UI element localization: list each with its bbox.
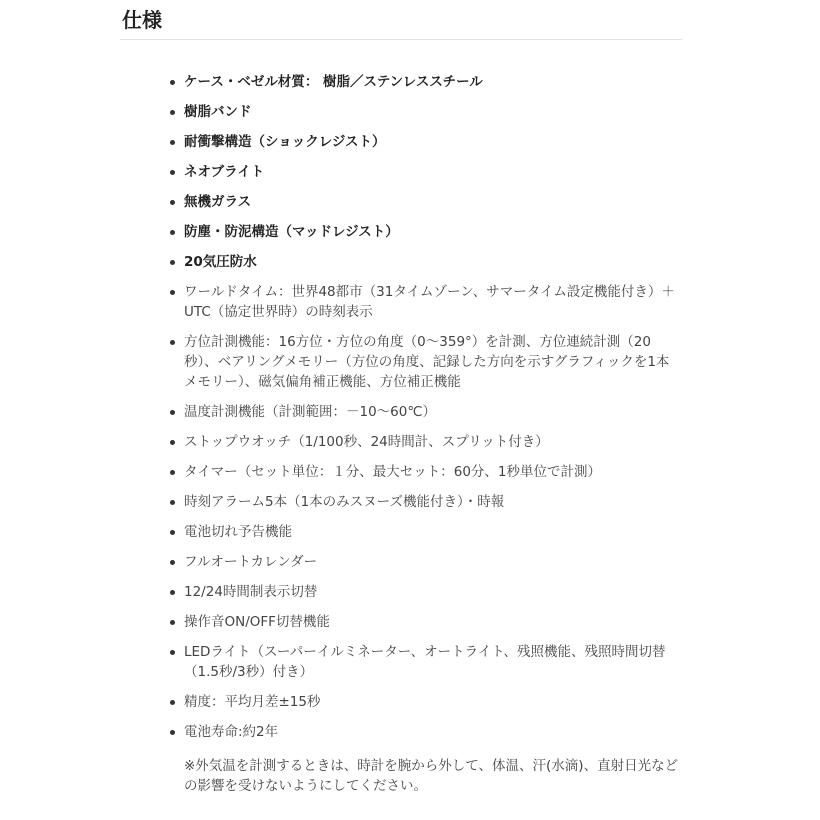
bullet-icon — [170, 290, 175, 295]
spec-item-text: 時刻アラーム5本（1本のみスヌーズ機能付き）・時報 — [184, 494, 505, 510]
spec-item — [120, 492, 682, 512]
spec-item-text: 防塵・防泥構造（マッドレジスト） — [184, 224, 399, 240]
spec-item — [120, 252, 682, 272]
spec-item-text: 耐衝撃構造（ショックレジスト） — [184, 134, 386, 150]
spec-list — [120, 40, 682, 742]
bullet-icon — [170, 470, 175, 475]
bullet-icon — [170, 650, 175, 655]
spec-item-text: 温度計測機能（計測範囲：－10～60℃） — [184, 404, 437, 420]
spec-item — [120, 552, 682, 572]
spec-item — [120, 332, 682, 392]
bullet-icon — [170, 620, 175, 625]
spec-item-text: 12/24時間制表示切替 — [184, 584, 318, 600]
spec-item-text: フルオートカレンダー — [184, 554, 318, 570]
spec-item-text: 樹脂バンド — [184, 104, 252, 120]
spec-section — [120, 0, 682, 796]
spec-item-text: 精度：平均月差±15秒 — [184, 694, 321, 710]
spec-item — [120, 522, 682, 542]
spec-item — [120, 162, 682, 182]
spec-item — [120, 582, 682, 602]
spec-item-text: タイマー（セット単位：１分、最大セット：60分、1秒単位で計測） — [184, 464, 601, 480]
spec-item — [120, 642, 682, 682]
spec-item — [120, 72, 682, 92]
spec-item-text: ネオブライト — [184, 164, 265, 180]
bullet-icon — [170, 590, 175, 595]
bullet-icon — [170, 340, 175, 345]
bullet-icon — [170, 200, 175, 205]
bullet-icon — [170, 530, 175, 535]
bullet-icon — [170, 410, 175, 415]
spec-item — [120, 612, 682, 632]
spec-item — [120, 402, 682, 422]
bullet-icon — [170, 110, 175, 115]
spec-item — [120, 132, 682, 152]
spec-item — [120, 102, 682, 122]
spec-item — [120, 192, 682, 212]
spec-item-text: 方位計測機能：16方位・方位の角度（0～359°）を計測、方位連続計測（20秒）、ベアリングメモリー（方位の角度、記録した方向を示すグラフィックを1本メモリー）、磁気偏角補正機能、方位補正機能 — [184, 334, 670, 390]
spec-item-text: 無機ガラス — [184, 194, 252, 210]
spec-item — [120, 432, 682, 452]
bullet-icon — [170, 700, 175, 705]
bullet-icon — [170, 80, 175, 85]
bullet-icon — [170, 440, 175, 445]
spec-item-text: ケース・ベゼル材質： 樹脂／ステンレススチール — [184, 74, 483, 90]
bullet-icon — [170, 230, 175, 235]
spec-item-text: 電池切れ予告機能 — [184, 524, 292, 540]
bullet-icon — [170, 260, 175, 265]
spec-item — [120, 722, 682, 742]
spec-item-text: 操作音ON/OFF切替機能 — [184, 614, 330, 630]
bullet-icon — [170, 500, 175, 505]
spec-note: ※外気温を計測するときは、時計を腕から外して、体温、汗(水滴)、直射日光などの影響を受けないようにしてください。 — [184, 758, 679, 794]
bullet-icon — [170, 560, 175, 565]
bullet-icon — [170, 140, 175, 145]
spec-item — [120, 462, 682, 482]
spec-item-text: ワールドタイム：世界48都市（31タイムゾーン、サマータイム設定機能付き）＋UTC（協定世界時）の時刻表示 — [184, 284, 675, 320]
bullet-icon — [170, 730, 175, 735]
spec-item-text: LEDライト（スーパーイルミネーター、オートライト、残照機能、残照時間切替（1.5秒/3秒）付き） — [184, 644, 666, 680]
spec-item-text: 電池寿命:約2年 — [184, 724, 279, 740]
spec-item — [120, 222, 682, 242]
spec-item-text: ストップウオッチ（1/100秒、24時間計、スプリット付き） — [184, 434, 549, 450]
spec-item — [120, 282, 682, 322]
bullet-icon — [170, 170, 175, 175]
section-title: 仕様 — [120, 0, 682, 40]
spec-item-text: 20気圧防水 — [184, 254, 257, 270]
spec-item — [120, 692, 682, 712]
